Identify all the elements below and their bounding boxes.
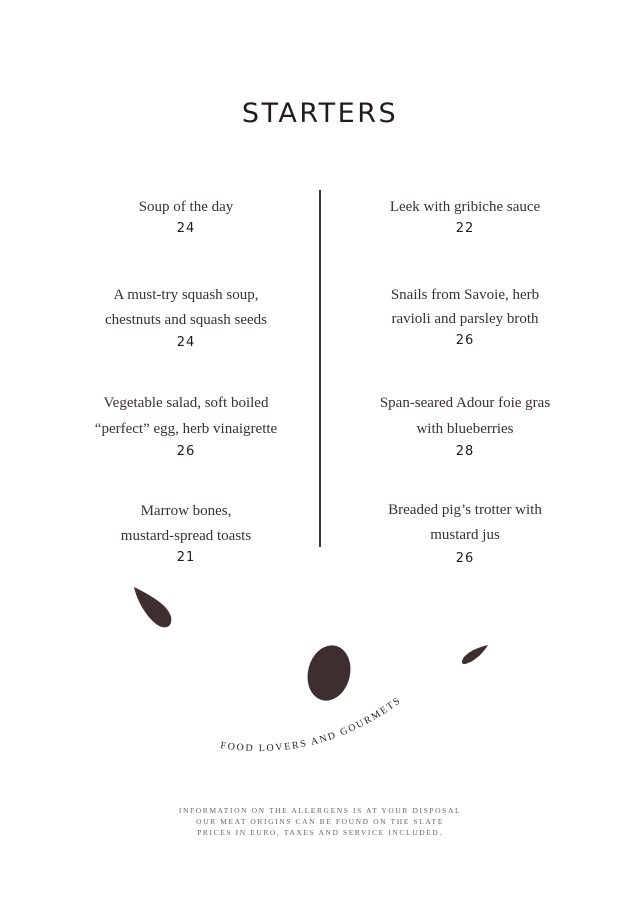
menu-item-name-line: Breaded pig’s trotter with (388, 502, 542, 518)
menu-item-price: 24 (176, 335, 196, 350)
seed-shape (462, 645, 488, 664)
menu-item-price: 26 (176, 444, 196, 459)
menu-item-price: 24 (176, 221, 196, 236)
menu-item-price: 21 (176, 550, 196, 565)
tagline-curved-text (220, 695, 404, 754)
menu-item-name-line: A must-try squash soup, (113, 287, 259, 303)
seed-shape (302, 641, 356, 705)
seed-shape (134, 587, 171, 627)
menu-item-name-line: “perfect” egg, herb vinaigrette (94, 421, 278, 437)
menu-item-name-line: chestnuts and squash seeds (104, 312, 268, 328)
menu-item-price: 26 (455, 333, 475, 348)
footer-notes (0, 805, 640, 838)
footer-line: OUR MEAT ORIGINS CAN BE FOUND ON THE SLATE (196, 817, 444, 826)
tagline-text-path: FOOD LOVERS AND GOURMETS (219, 694, 404, 755)
menu-item-name-line: Soup of the day (138, 199, 234, 215)
menu-item-name-line: Leek with gribiche sauce (389, 199, 541, 215)
menu-item-name-line: Snails from Savoie, herb (390, 287, 540, 303)
menu-item-price: 22 (455, 221, 475, 236)
menu-item-name-line: ravioli and parsley broth (391, 311, 539, 327)
menu-item-name-line: mustard-spread toasts (120, 528, 252, 544)
menu-item-price: 28 (455, 444, 475, 459)
page-title: STARTERS (241, 98, 399, 129)
menu-item-price: 26 (455, 551, 475, 566)
footer-line: PRICES IN EURO, TAXES AND SERVICE INCLUDED. (197, 828, 443, 837)
menu-item-name-line: with blueberries (416, 421, 514, 437)
menu-item-name-line: Vegetable salad, soft boiled (103, 395, 269, 411)
menu-item-name-line: mustard jus (430, 527, 500, 543)
footer-line: INFORMATION ON THE ALLERGENS IS AT YOUR DISPOSAL (178, 806, 462, 815)
menu-item-name-line: Marrow bones, (140, 503, 232, 519)
menu-item-name-line: Span-seared Adour foie gras (379, 395, 551, 411)
